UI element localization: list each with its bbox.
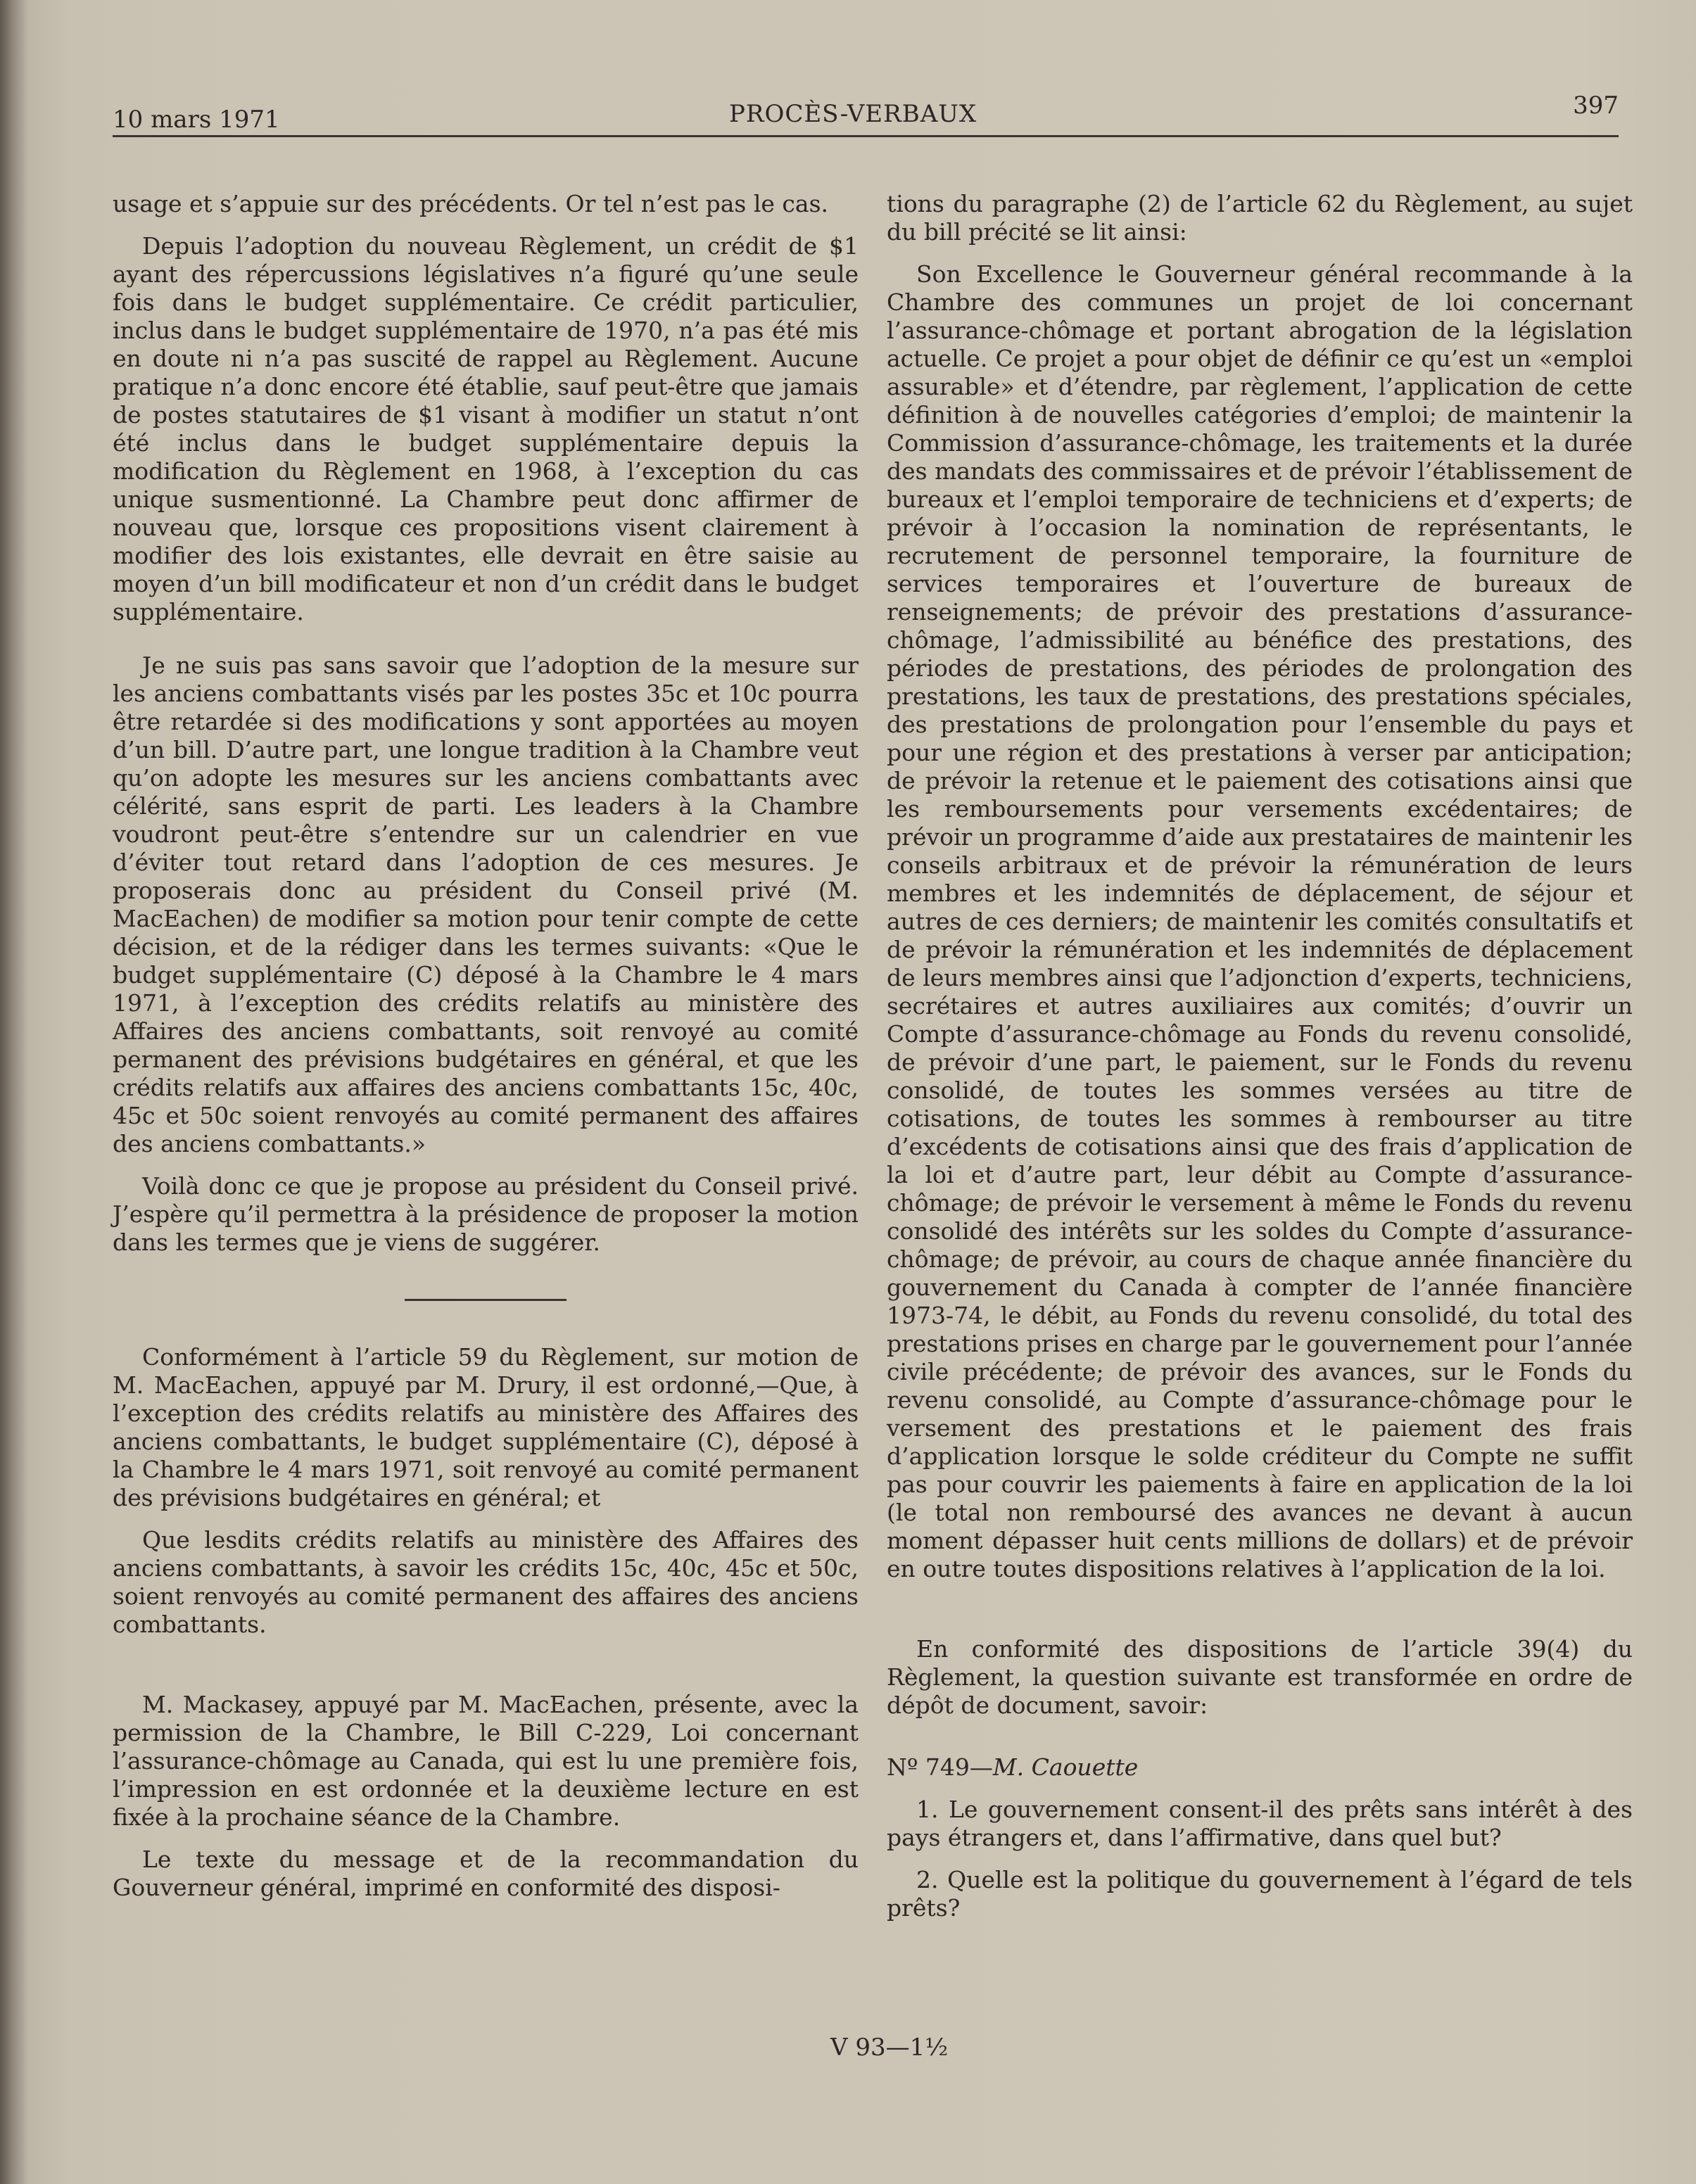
question-heading — [887, 1753, 1633, 1782]
left-paragraph-5: Conformément à l’article 59 du Règlement, sur motion de M. MacEachen, appuyé par M. Drury, il est ordonné,—Que, à l’exception des crédits relatifs au ministère des Affaires des anciens combattants, le budget supplémentaire (C), déposé à la Chambre le 4 mars 1971, soit renvoyé au comité permanent des prévisions budgétaires en général; et — [113, 1343, 859, 1511]
left-paragraph-1: usage et s’appuie sur des précédents. Or tel n’est pas le cas. — [113, 190, 829, 217]
right-paragraph-3: En conformité des dispositions de l’article 39(4) du Règlement, la question suivante est transformée en ordre de dépôt de document, savoir: — [887, 1635, 1633, 1719]
section-divider — [405, 1299, 567, 1301]
page-number: 397 — [1573, 91, 1619, 120]
question-1: 1. Le gouvernement consent-il des prêts sans intérêt à des pays étrangers et, dans l’affirmative, dans quel but? — [887, 1796, 1633, 1851]
question-2: 2. Quelle est la politique du gouvernement à l’égard de tels prêts? — [887, 1866, 1633, 1922]
right-paragraph-1: tions du paragraphe (2) de l’article 62 du Règlement, au sujet du bill précité se lit ainsi: — [887, 190, 1633, 246]
question-author: M. Caouette — [992, 1753, 1139, 1781]
right-paragraph-2: Son Excellence le Gouverneur général recommande à la Chambre des communes un projet de loi concernant l’assurance-chômage et portant abrogation de la législation actuelle. Ce projet a pour objet de définir ce qu’est un «emploi assurable» et d’étendre, par règlement, l’application de cette définition à de nouvelles catégories d’emploi; de maintenir la Commission d’assurance-chômage, les traitements et la durée des mandats des commissaires et de prévoir l’établissement de bureaux et l’emploi temporaire de techniciens et d’experts; de prévoir à l’occasion la nomination de représentants, le recrutement de personnel temporaire, la fourniture de services temporaires et l’ouverture de bureaux de renseignements; de prévoir des prestations d’assurance-chômage, l’admissibilité au bénéfice des prestations, des périodes de prestations, des périodes de prolongation des prestations, les taux de prestations, des prestations spéciales, des prestations de prolongation pour l’ensemble du pays et pour une région et des prestations à verser par anticipation; de prévoir la retenue et le paiement des cotisations ainsi que les remboursements pour versements excédentaires; de prévoir un programme d’aide aux prestataires de maintenir les conseils arbitraux et de prévoir la rémunération de leurs membres et les indemnités de déplacement, de séjour et autres de ces derniers; de maintenir les comités consultatifs et de prévoir la rémunération et les indemnités de déplacement de leurs membres ainsi que l’adjonction d’experts, techniciens, secrétaires et autres auxiliaires aux comités; d’ouvrir un Compte d’assurance-chômage au Fonds du revenu consolidé, de prévoir d’une part, le paiement, sur le Fonds du revenu consolidé, de toutes les sommes versées au titre de cotisations, de toutes les sommes à rembourser au titre d’excédents de cotisations ainsi que des frais d’application de la loi et d’autre part, leur débit au Compte d’assurance-chômage; de prévoir le versement à même le Fonds du revenu consolidé des intérêts sur les soldes du Compte d’assurance-chômage; de prévoir, au cours de chaque année financière du gouvernement du Canada à compter de l’année financière 1973-74, le débit, au Fonds du revenu consolidé, du total des prestations prises en charge par le gouvernement pour l’année civile précédente; de prévoir des avances, sur le Fonds du revenu consolidé, au Compte d’assurance-chômage pour le versement des prestations et le paiement des frais d’application lorsque le solde créditeur du Compte ne suffit pas pour couvrir les paiements à faire en application de la loi (le total non remboursé des avances ne devant à aucun moment dépasser huit cents millions de dollars) et de prévoir en outre toutes dispositions relatives à l’application de la loi. — [887, 260, 1633, 1582]
left-paragraph-7: M. Mackasey, appuyé par M. MacEachen, présente, avec la permission de la Chambre, le Bill C-229, Loi concernant l’assurance-chômage au Canada, qui est lu une première fois, l’impression en est ordonnée et la deuxième lecture en est fixée à la prochaine séance de la Chambre. — [113, 1691, 859, 1831]
left-paragraph-6: Que lesdits crédits relatifs au ministère des Affaires des anciens combattants, à savoir les crédits 15c, 40c, 45c et 50c, soient renvoyés au comité permanent des affaires des anciens combattants. — [113, 1526, 859, 1638]
signature-mark: V 93—1½ — [830, 2033, 949, 2062]
book-binding-shadow — [0, 0, 28, 2184]
left-paragraph-4: Voilà donc ce que je propose au président du Conseil privé. J’espère qu’il permettra à la présidence de proposer la motion dans les termes que je viens de suggérer. — [113, 1172, 859, 1256]
left-column — [113, 190, 859, 1902]
left-paragraph-8: Le texte du message et de la recommandation du Gouverneur général, imprimé en conformité des disposi- — [113, 1846, 859, 1901]
question-number: Nº 749— — [887, 1753, 993, 1781]
left-paragraph-3: Je ne suis pas sans savoir que l’adoption de la mesure sur les anciens combattants visés par les postes 35c et 10c pourra être retardée si des modifications y sont apportées au moyen d’un bill. D’autre part, une longue tradition à la Chambre veut qu’on adopte les mesures sur les anciens combattants avec célérité, sans esprit de parti. Les leaders à la Chambre voudront peut-être s’entendre sur un calendrier en vue d’éviter tout retard dans l’adoption de ces mesures. Je proposerais donc au président du Conseil privé (M. MacEachen) de modifier sa motion pour tenir compte de cette décision, et de la rédiger dans les termes suivants: «Que le budget supplémentaire (C) déposé à la Chambre le 4 mars 1971, à l’exception des crédits relatifs au ministère des Affaires des anciens combattants, soit renvoyé au comité permanent des prévisions budgétaires en général, et que les crédits relatifs aux affaires des anciens combattants 15c, 40c, 45c et 50c soient renvoyés au comité permanent des affaires des anciens combattants.» — [113, 652, 859, 1157]
running-head — [113, 91, 1619, 137]
header-title: PROCÈS-VERBAUX — [729, 100, 977, 128]
left-paragraph-2: Depuis l’adoption du nouveau Règlement, un crédit de $1 ayant des répercussions législatives n’a figuré qu’une seule fois dans le budget supplémentaire. Ce crédit particulier, inclus dans le budget supplémentaire de 1970, n’a pas été mis en doute ni n’a pas suscité de rappel au Règlement. Aucune pratique n’a donc encore été établie, sauf peut-être que jamais de postes statutaires de $1 visant à modifier un statut n’ont été inclus dans le budget supplémentaire depuis la modification du Règlement en 1968, à l’exception du cas unique susmentionné. La Chambre peut donc affirmer de nouveau que, lorsque ces propositions visent clairement à modifier des lois existantes, elle devrait en être saisie au moyen d’un bill modificateur et non d’un crédit dans le budget supplémentaire. — [113, 232, 859, 626]
right-column — [887, 190, 1633, 1922]
header-date: 10 mars 1971 — [113, 106, 280, 134]
